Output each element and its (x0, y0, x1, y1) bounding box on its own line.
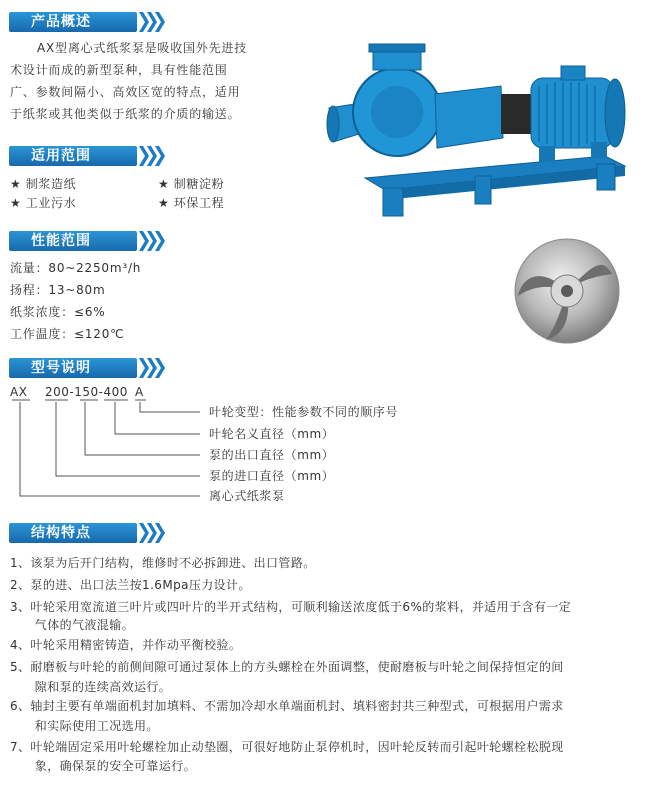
section-title: 适用范围 (31, 148, 91, 164)
feature-item: 4、叶轮采用精密铸造，并作动平衡校验。 (10, 638, 242, 652)
feature-item: 5、耐磨板与叶轮的前侧间隙可通过泵体上的方头螺栓在外面调整，使耐磨板与叶轮之间保持恒定的间 (10, 660, 564, 674)
performance-item: 工作温度：≤120℃ (10, 327, 125, 341)
model-legend-item: 泵的出口直径（mm） (209, 448, 335, 462)
feature-item: 气体的气液混输。 (10, 618, 135, 632)
model-legend-item: 叶轮名义直径（mm） (209, 427, 335, 441)
performance-item: 扬程：13~80m (10, 283, 106, 297)
overview-line: 于纸浆或其他类似于纸浆的介质的输送。 (10, 107, 241, 121)
overview-line: 术设计而成的新型泵种，具有性能范围 (10, 63, 228, 77)
model-legend-item: 叶轮变型：性能参数不同的顺序号 (209, 405, 399, 419)
model-legend-item: 泵的进口直径（mm） (209, 469, 335, 483)
application-item: ★ 工业污水 (10, 196, 77, 210)
application-item: ★ 环保工程 (158, 196, 225, 210)
chevron-icon (155, 358, 165, 378)
performance-item: 纸浆浓度：≤6% (10, 305, 106, 319)
feature-item: 隙和泵的连续高效运行。 (10, 680, 172, 694)
feature-item: 7、叶轮端固定采用叶轮螺栓加止动垫圈，可很好地防止泵停机时，因叶轮反转而引起叶轮螺栓松脱现 (10, 740, 564, 754)
section-title: 性能范围 (31, 233, 91, 249)
model-leader-lines (0, 398, 210, 498)
performance-item: 流量：80~2250m³/h (10, 261, 142, 275)
chevron-icon (155, 146, 165, 166)
feature-item: 和实际使用工况选用。 (10, 719, 159, 733)
model-prefix: AX (10, 385, 28, 399)
section-header-overview (9, 12, 159, 32)
application-item: ★ 制糖淀粉 (158, 177, 225, 191)
feature-item: 3、叶轮采用宽流道三叶片或四叶片的半开式结构，可顺利输送浓度低于6%的浆料，并适用于含有一定 (10, 600, 572, 614)
feature-item: 6、轴封主要有单端面机封加填料、不需加冷却水单端面机封、填料密封共三种型式，可根据用户需求 (10, 699, 564, 713)
application-item: ★ 制浆造纸 (10, 177, 77, 191)
section-title: 产品概述 (31, 14, 91, 30)
overview-line: 广、参数间隔小、高效区宽的特点，适用 (10, 85, 241, 99)
model-sizes: 200-150-400 (45, 385, 128, 399)
overview-line: AX型离心式纸浆泵是吸收国外先进技 (37, 41, 248, 55)
section-title: 结构特点 (31, 525, 91, 541)
section-header-performance (9, 231, 159, 251)
model-suffix: A (135, 385, 144, 399)
section-title: 型号说明 (31, 360, 91, 376)
impeller-illustration (512, 236, 622, 346)
feature-item: 1、该泵为后开门结构，维修时不必拆卸进、出口管路。 (10, 556, 316, 570)
chevron-icon (155, 523, 165, 543)
pump-illustration (325, 38, 643, 218)
chevron-icon (155, 12, 165, 32)
model-legend-item: 离心式纸浆泵 (209, 489, 285, 503)
section-header-structure (9, 523, 159, 543)
section-header-application (9, 146, 159, 166)
feature-item: 象，确保泵的安全可靠运行。 (10, 759, 197, 773)
feature-item: 2、泵的进、出口法兰按1.6Mpa压力设计。 (10, 578, 251, 592)
chevron-icon (155, 231, 165, 251)
section-header-model (9, 358, 159, 378)
